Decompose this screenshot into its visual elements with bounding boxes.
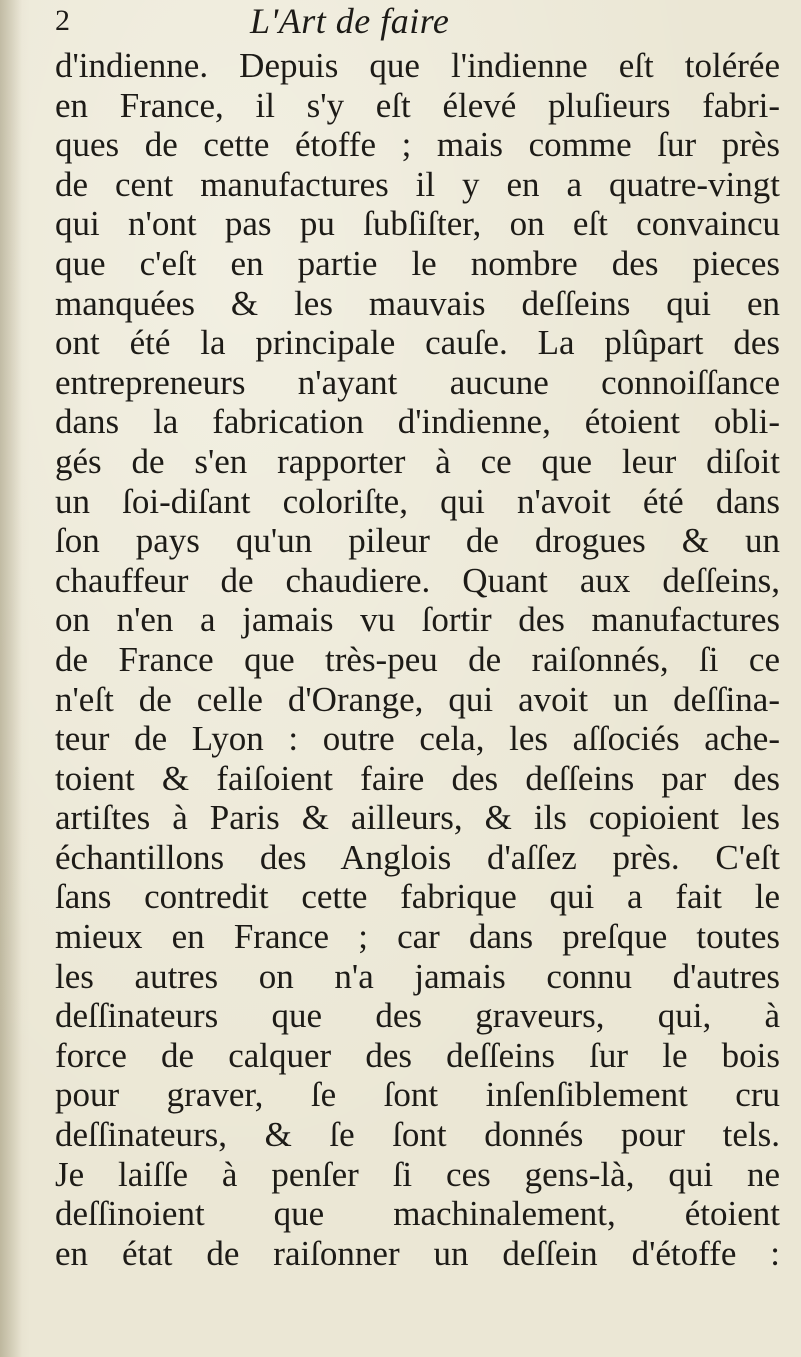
text-line: pour graver, ſe ſont inſenſiblement cru: [55, 1075, 780, 1115]
running-title: L'Art de faire: [250, 1, 450, 41]
text-line: manquées & les mauvais deſſeins qui en: [55, 283, 780, 323]
text-line: en France, il s'y eſt élevé pluſieurs fabri-: [55, 85, 780, 125]
text-line: dans la fabrication d'indienne, étoient obli-: [55, 402, 780, 442]
text-line: toient & faiſoient faire des deſſeins par des: [55, 758, 780, 798]
text-line: deſſinateurs, & ſe ſont donnés pour tels.: [55, 1115, 780, 1155]
text-line: que c'eſt en partie le nombre des pieces: [55, 243, 780, 283]
text-line: en état de raiſonner un deſſein d'étoffe :: [55, 1233, 780, 1273]
page-number: 2: [55, 4, 70, 37]
text-line: d'indienne. Depuis que l'indienne eſt tolérée: [55, 46, 780, 85]
text-line: de cent manufactures il y en a quatre-vingt: [55, 164, 780, 204]
text-line: chauffeur de chaudiere. Quant aux deſſeins,: [55, 560, 780, 600]
text-line: un ſoi-diſant coloriſte, qui n'avoit été dans: [55, 481, 780, 521]
text-line: entrepreneurs n'ayant aucune connoiſſance: [55, 362, 780, 402]
text-line: Je laiſſe à penſer ſi ces gens-là, qui ne: [55, 1154, 780, 1194]
text-line: mieux en France ; car dans preſque toutes: [55, 917, 780, 957]
text-line: ſon pays qu'un pileur de drogues & un: [55, 521, 780, 561]
text-line: ont été la principale cauſe. La plûpart des: [55, 323, 780, 363]
page-header: [40, 0, 780, 46]
text-line: qui n'ont pas pu ſubſiſter, on eſt convaincu: [55, 204, 780, 244]
text-line: teur de Lyon : outre cela, les aſſociés ache-: [55, 719, 780, 759]
text-line: ques de cette étoffe ; mais comme ſur près: [55, 125, 780, 165]
body-text: [55, 46, 780, 1273]
text-line: on n'en a jamais vu ſortir des manufactures: [55, 600, 780, 640]
text-line: n'eſt de celle d'Orange, qui avoit un deſſina-: [55, 679, 780, 719]
text-line: gés de s'en rapporter à ce que leur diſoit: [55, 441, 780, 481]
text-line: échantillons des Anglois d'aſſez près. C'eſt: [55, 837, 780, 877]
binding-shadow: [0, 0, 22, 1357]
text-line: ſans contredit cette fabrique qui a fait le: [55, 877, 780, 917]
text-line: de France que très-peu de raiſonnés, ſi ce: [55, 639, 780, 679]
text-line: deſſinoient que machinalement, étoient: [55, 1194, 780, 1234]
text-line: force de calquer des deſſeins ſur le bois: [55, 1035, 780, 1075]
text-line: deſſinateurs que des graveurs, qui, à: [55, 996, 780, 1036]
text-line: artiſtes à Paris & ailleurs, & ils copioient les: [55, 798, 780, 838]
text-line: les autres on n'a jamais connu d'autres: [55, 956, 780, 996]
